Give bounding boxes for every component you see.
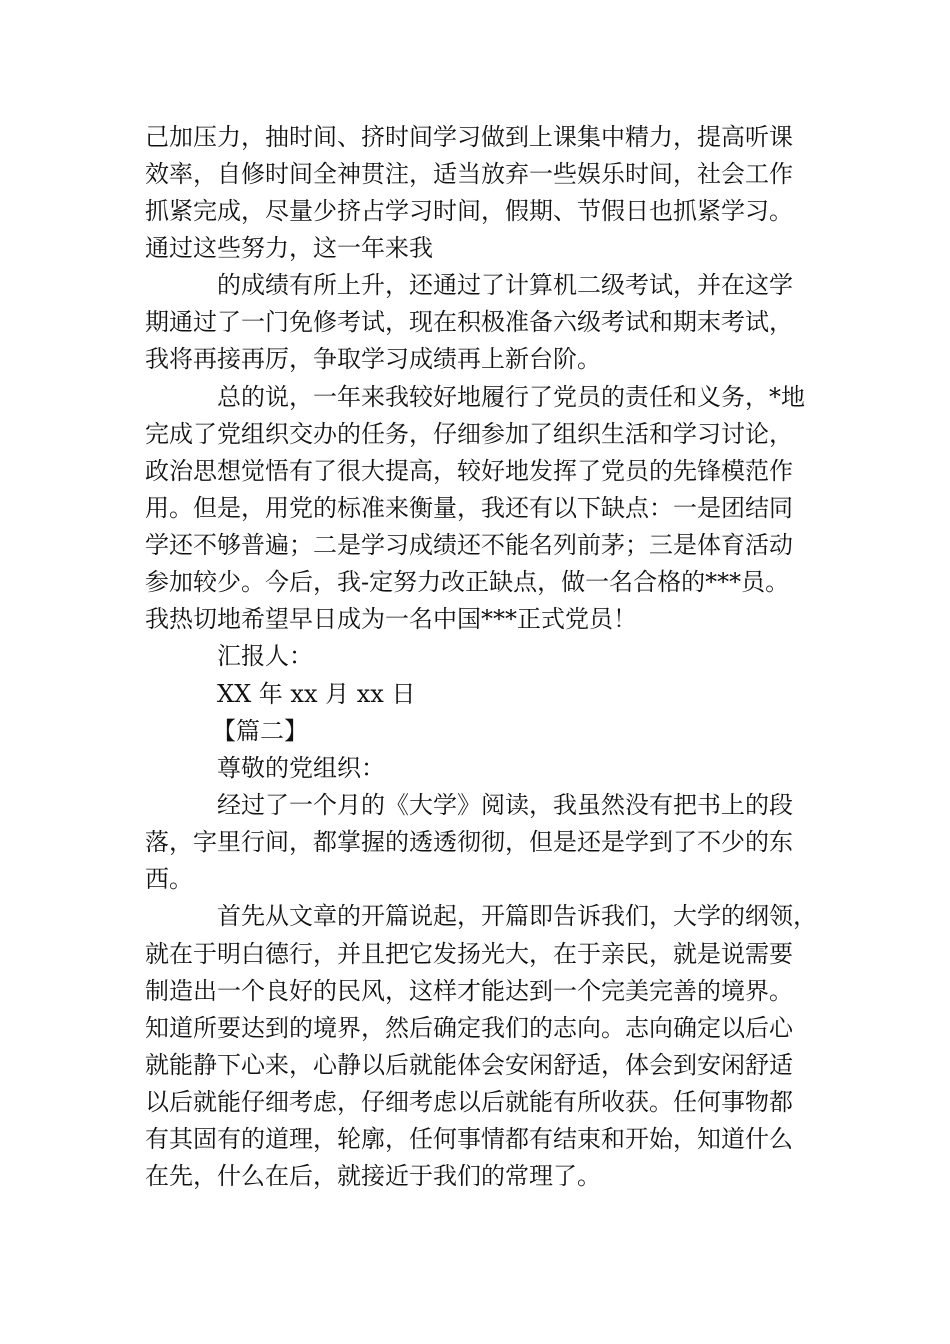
text-line: 学还不够普遍；二是学习成绩还不能名列前茅；三是体育活动 — [145, 531, 793, 559]
text-line: 西。 — [145, 865, 193, 893]
text-line: 经过了一个月的《大学》阅读，我虽然没有把书上的段 — [217, 791, 793, 819]
text-line: 通过这些努力，这一年来我 — [145, 234, 433, 262]
text-line: 完成了党组织交办的任务，仔细参加了组织生活和学习讨论， — [145, 420, 793, 448]
text-line: 以后就能仔细考虑，仔细考虑以后就能有所收获。任何事物都 — [145, 1088, 793, 1116]
text-line: 参加较少。今后，我-定努力改正缺点，做一名合格的***员。 — [145, 568, 790, 596]
text-line: 期通过了一门免修考试，现在积极准备六级考试和期末考试， — [145, 308, 793, 336]
text-line: 首先从文章的开篇说起，开篇即告诉我们，大学的纲领， — [217, 902, 817, 930]
salutation: 尊敬的党组织： — [217, 754, 385, 782]
report-date: XX 年 xx 月 xx 日 — [217, 680, 416, 708]
text-line: 知道所要达到的境界，然后确定我们的志向。志向确定以后心 — [145, 1014, 793, 1042]
reporter-label: 汇报人： — [217, 642, 313, 670]
text-line: 抓紧完成，尽量少挤占学习时间，假期、节假日也抓紧学习。 — [145, 197, 793, 225]
text-line: 就能静下心来，心静以后就能体会安闲舒适，体会到安闲舒适 — [145, 1051, 793, 1079]
text-line: 总的说，一年来我较好地履行了党员的责任和义务，*地 — [217, 383, 805, 411]
text-line: 落，字里行间，都掌握的透透彻彻，但是还是学到了不少的东 — [145, 828, 793, 856]
text-line: 的成绩有所上升，还通过了计算机二级考试，并在这学 — [217, 271, 793, 299]
text-line: 用。但是，用党的标准来衡量，我还有以下缺点：一是团结同 — [145, 494, 793, 522]
text-line: 效率，自修时间全神贯注，适当放弃一些娱乐时间，社会工作 — [145, 160, 793, 188]
text-line: 制造出一个良好的民风，这样才能达到一个完美完善的境界。 — [145, 977, 793, 1005]
text-line: 政治思想觉悟有了很大提高，较好地发挥了党员的先锋模范作 — [145, 457, 793, 485]
text-line: 有其固有的道理，轮廓，任何事情都有结束和开始，知道什么 — [145, 1125, 793, 1153]
text-line: 己加压力，抽时间、挤时间学习做到上课集中精力，提高听课 — [145, 123, 793, 151]
text-line: 我将再接再厉，争取学习成绩再上新台阶。 — [145, 345, 601, 373]
section-heading: 【篇二】 — [212, 717, 308, 745]
text-line: 我热切地希望早日成为一名中国***正式党员！ — [145, 605, 637, 633]
text-line: 在先，什么在后，就接近于我们的常理了。 — [145, 1162, 601, 1190]
text-line: 就在于明白德行，并且把它发扬光大，在于亲民，就是说需要 — [145, 940, 793, 968]
